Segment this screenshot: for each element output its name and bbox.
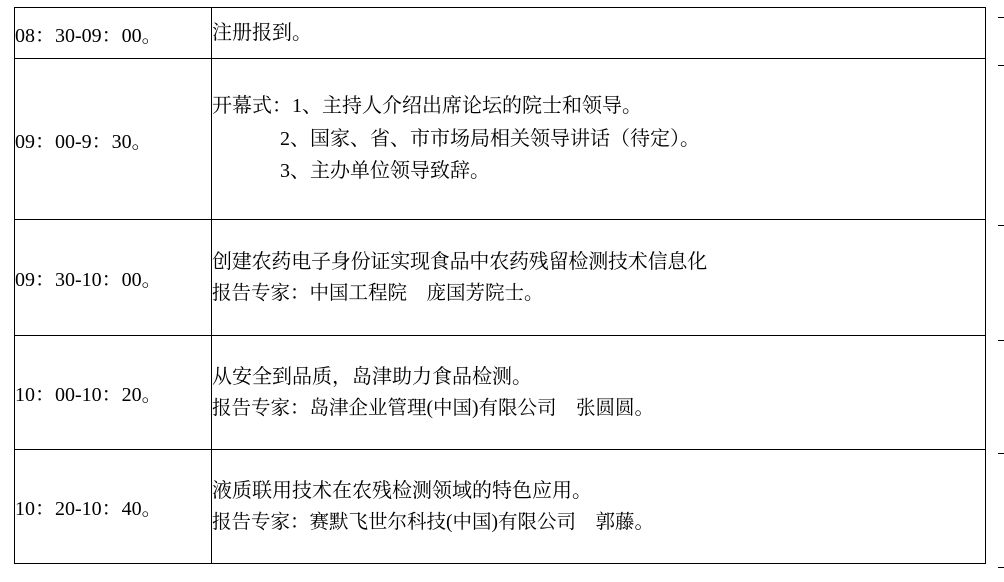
- table-row: [15, 450, 986, 564]
- document-page: [0, 7, 1004, 582]
- table-row: [15, 336, 986, 450]
- time-slot-cell: 09：30-10：00。: [15, 220, 212, 336]
- session-title: 从安全到品质，岛津助力食品检测。: [212, 365, 532, 388]
- time-slot-cell: 08：30-09：00。: [15, 8, 212, 59]
- page-edge-mark: [998, 340, 1004, 341]
- page-edge-mark: [998, 567, 1004, 568]
- session-title: 开幕式：1、主持人介绍出席论坛的院士和领导。: [212, 95, 642, 118]
- table-row: [15, 59, 986, 220]
- page-edge-mark: [998, 225, 1004, 226]
- session-subitem: 2、国家、省、市市场局相关领导讲话（待定）。: [280, 127, 700, 150]
- table-row: [15, 8, 986, 59]
- session-content-cell: [212, 59, 986, 220]
- session-content-cell: [212, 220, 986, 336]
- session-content-cell: [212, 8, 986, 59]
- session-speaker: 报告专家：中国工程院 庞国芳院士。: [212, 282, 544, 304]
- session-speaker: 报告专家：赛默飞世尔科技(中国)有限公司 郭藤。: [212, 511, 654, 533]
- page-edge-mark: [998, 65, 1004, 66]
- table-row: [15, 220, 986, 336]
- session-content-cell: [212, 336, 986, 450]
- session-speaker: 报告专家：岛津企业管理(中国)有限公司 张圆圆。: [212, 397, 654, 419]
- session-title: 创建农药电子身份证实现食品中农药残留检测技术信息化: [212, 250, 707, 273]
- session-subitem: 3、主办单位领导致辞。: [280, 160, 490, 183]
- session-content-cell: [212, 450, 986, 564]
- time-slot-cell: 09：00-9：30。: [15, 59, 212, 220]
- session-title: 液质联用技术在农残检测领域的特色应用。: [212, 479, 592, 502]
- time-slot-cell: 10：20-10：40。: [15, 450, 212, 564]
- page-edge-mark: [998, 17, 1004, 18]
- page-edge-mark: [998, 453, 1004, 454]
- schedule-table: [14, 7, 986, 564]
- time-slot-cell: 10：00-10：20。: [15, 336, 212, 450]
- session-title: 注册报到。: [212, 21, 312, 44]
